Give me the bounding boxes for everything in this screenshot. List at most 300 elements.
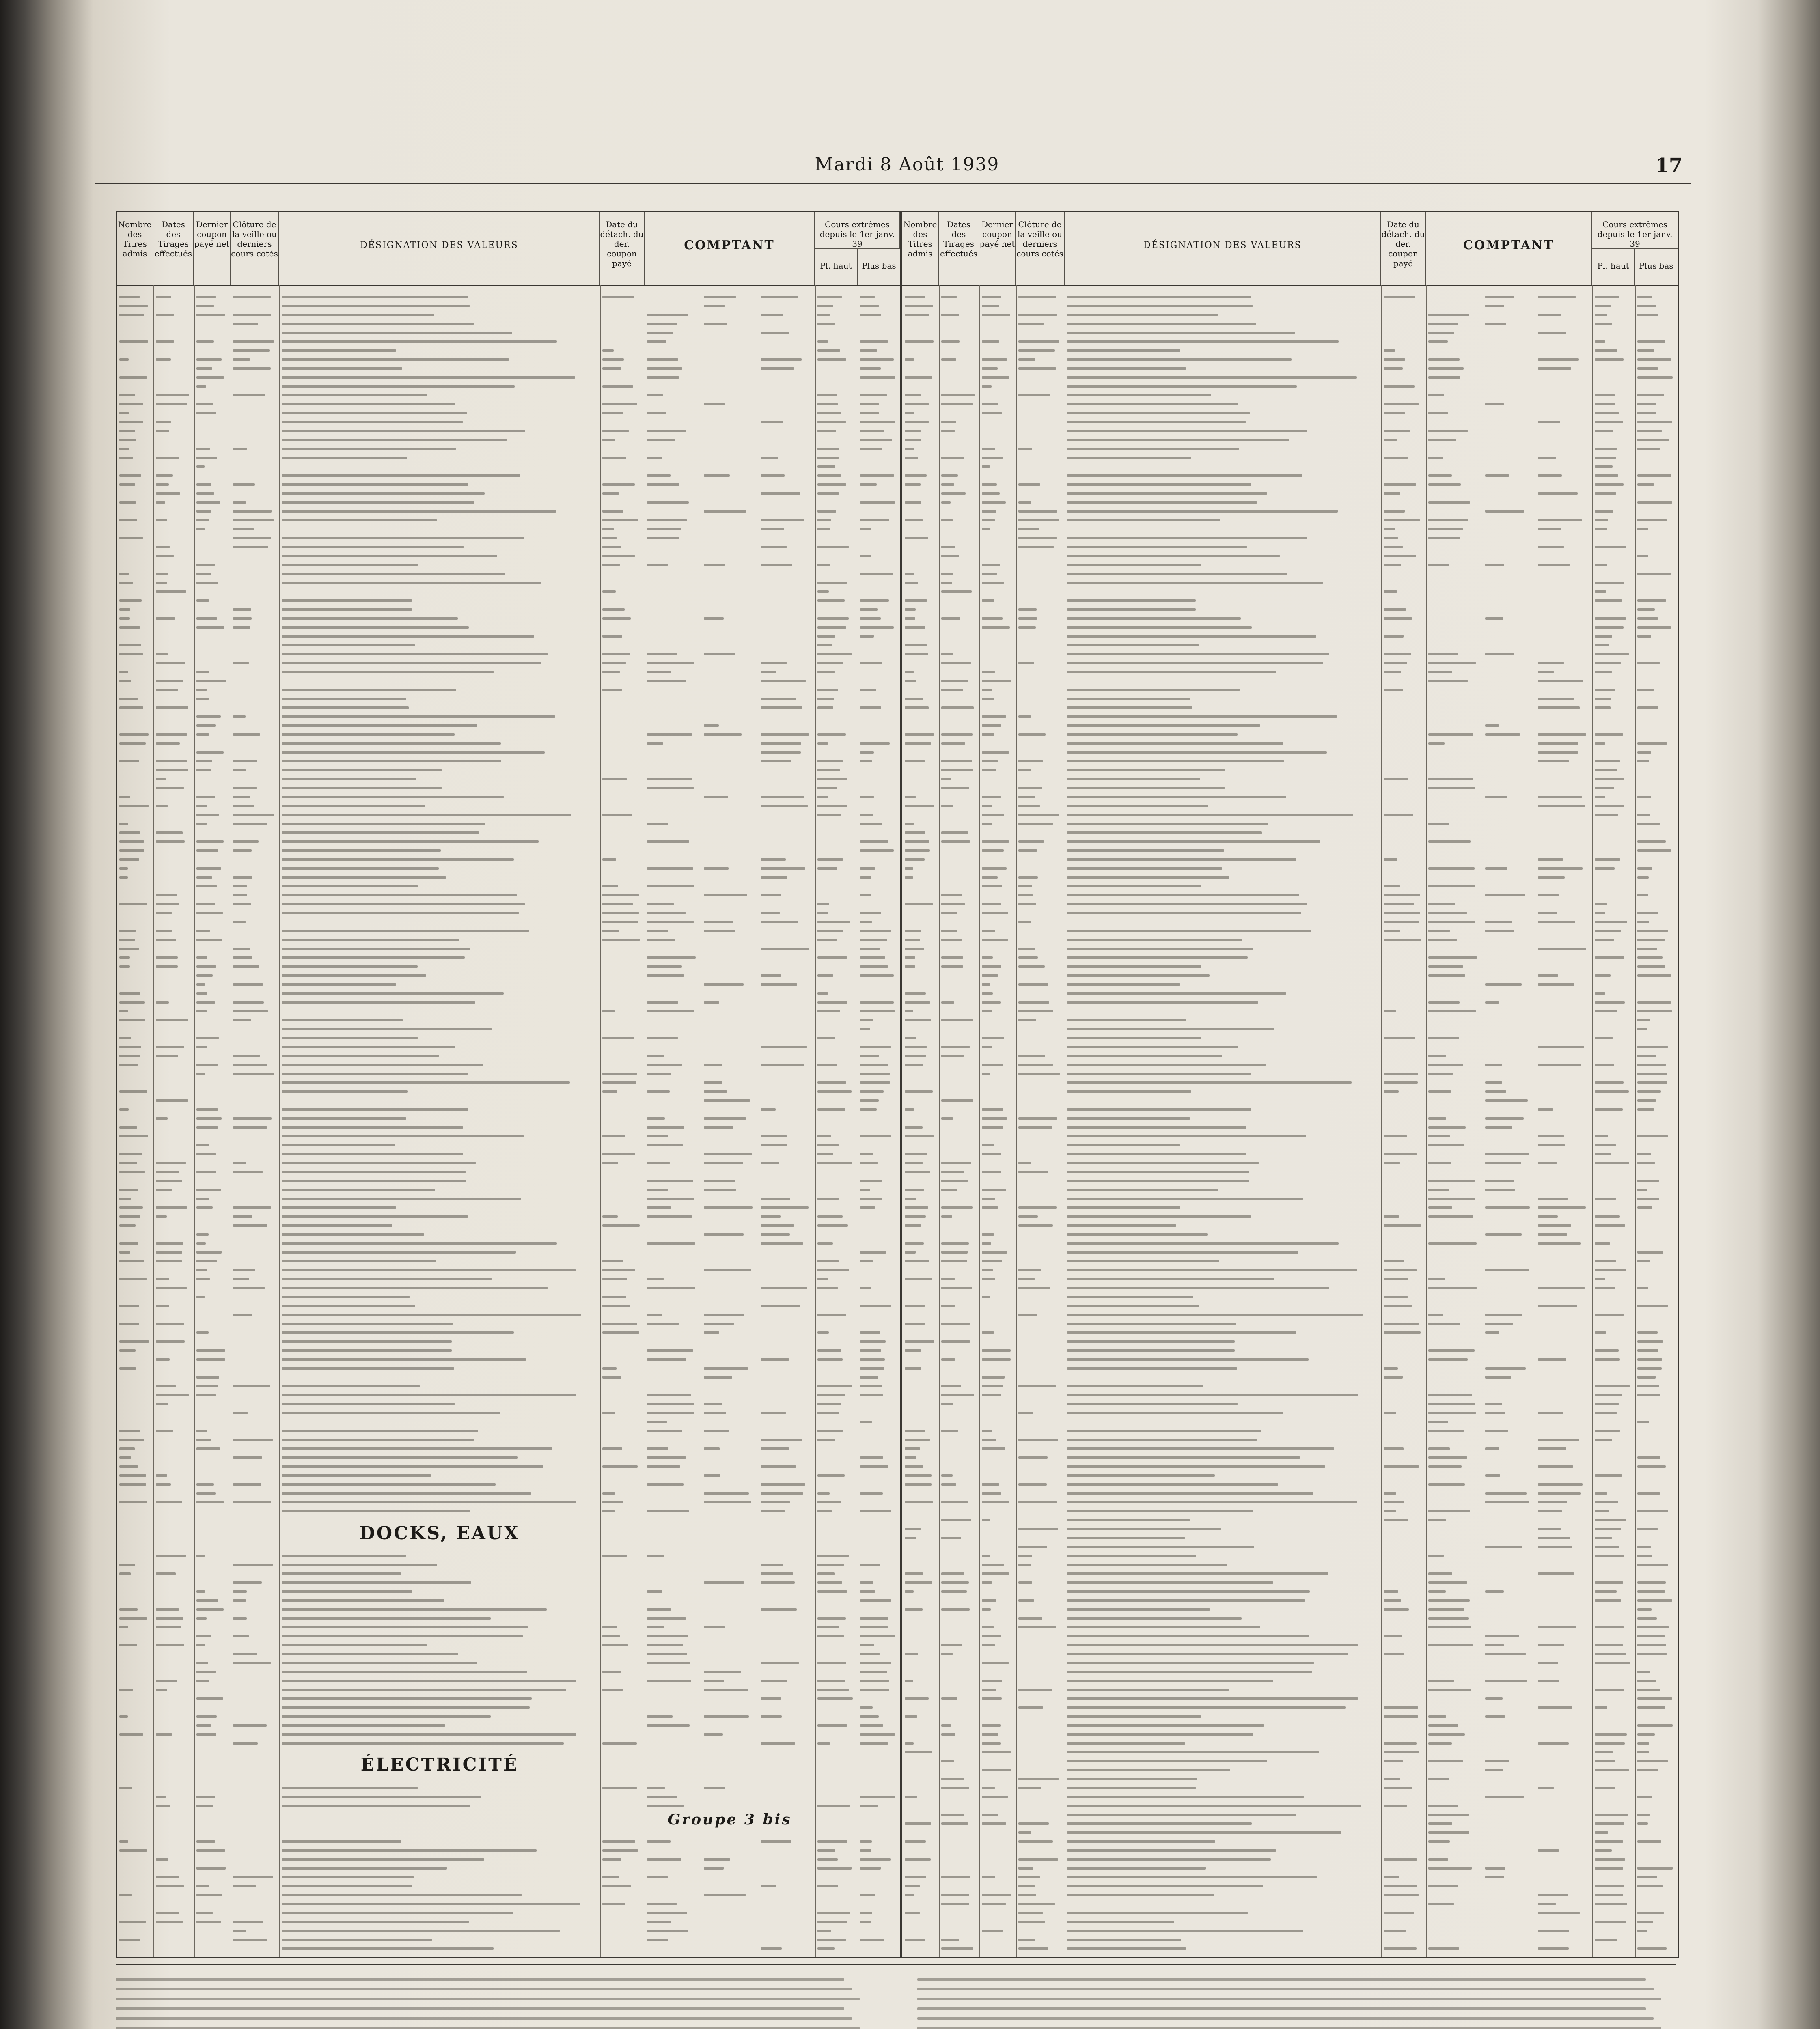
illegible-print-line (1538, 706, 1580, 709)
table-row (902, 793, 1678, 802)
illegible-print-line (1384, 1215, 1399, 1218)
illegible-print-line (1384, 403, 1419, 405)
illegible-print-line (761, 1840, 791, 1843)
illegible-print-line (1538, 1537, 1570, 1539)
illegible-print-line (119, 1644, 137, 1646)
col-header-cours-extremes: Cours extrêmes depuis le 1er janv. 39 (815, 212, 900, 249)
illegible-print-line (233, 805, 254, 807)
illegible-print-line (233, 1635, 249, 1637)
illegible-print-line (119, 1921, 146, 1923)
illegible-print-line (941, 1278, 955, 1280)
col-header-designation: DÉSIGNATION DES VALEURS (1065, 212, 1381, 285)
illegible-print-line (196, 840, 224, 843)
table-row (902, 865, 1678, 874)
illegible-print-line (1637, 1465, 1666, 1468)
illegible-print-line (196, 760, 212, 762)
illegible-print-line (1538, 1680, 1559, 1682)
table-row (117, 1052, 900, 1061)
illegible-print-line (817, 805, 847, 807)
illegible-print-line (1538, 1742, 1569, 1745)
illegible-print-line (1637, 1608, 1652, 1611)
illegible-print-line (196, 751, 224, 754)
illegible-print-line (905, 1251, 916, 1254)
illegible-print-line (119, 1894, 132, 1896)
illegible-print-line (156, 1340, 185, 1343)
illegible-print-line (817, 1474, 845, 1477)
illegible-print-line (196, 564, 215, 566)
illegible-print-line (1067, 1849, 1276, 1852)
illegible-print-line (1595, 1153, 1611, 1155)
illegible-print-line (1538, 1572, 1574, 1575)
illegible-print-line (196, 983, 205, 986)
table-row (902, 1945, 1678, 1954)
illegible-print-line (1428, 1314, 1443, 1316)
illegible-print-line (1595, 689, 1615, 691)
illegible-print-line (1595, 296, 1619, 298)
illegible-print-line (1637, 689, 1654, 691)
illegible-print-line (282, 939, 459, 941)
illegible-print-line (761, 1108, 776, 1111)
illegible-print-line (704, 653, 735, 655)
illegible-print-line (1428, 1626, 1471, 1628)
illegible-print-line (704, 1376, 732, 1379)
table-row (117, 1061, 900, 1070)
illegible-print-line (282, 894, 517, 896)
illegible-print-line (156, 769, 188, 771)
illegible-print-line (282, 501, 474, 504)
illegible-print-line (647, 733, 692, 736)
illegible-print-line (1485, 1447, 1499, 1450)
illegible-print-line (1384, 1260, 1404, 1262)
illegible-print-line (1428, 1555, 1444, 1557)
illegible-print-line (860, 1180, 882, 1182)
illegible-print-line (1384, 546, 1403, 548)
illegible-print-line (704, 1331, 719, 1334)
table-row (117, 606, 900, 615)
table-row (902, 1391, 1678, 1400)
illegible-print-line (905, 1108, 914, 1111)
table-row (117, 579, 900, 588)
illegible-print-line (1428, 1510, 1470, 1512)
table-row (902, 1222, 1678, 1231)
illegible-print-line (817, 510, 836, 513)
table-row (902, 302, 1678, 311)
illegible-print-line (647, 1117, 665, 1120)
illegible-print-line (1018, 296, 1056, 298)
illegible-print-line (982, 1010, 992, 1012)
illegible-print-line (1428, 653, 1458, 655)
illegible-print-line (1428, 1519, 1446, 1521)
illegible-print-line (282, 1412, 500, 1414)
illegible-print-line (1428, 778, 1473, 780)
illegible-print-line (817, 1412, 839, 1414)
illegible-print-line (282, 956, 465, 959)
table-row (117, 1784, 900, 1793)
illegible-print-line (233, 1930, 246, 1932)
illegible-print-line (196, 1206, 213, 1209)
illegible-print-line (1428, 1403, 1475, 1405)
illegible-print-line (905, 1608, 923, 1611)
illegible-print-line (119, 394, 135, 396)
illegible-print-line (982, 1564, 1004, 1566)
illegible-print-line (1637, 930, 1668, 932)
illegible-print-line (1384, 1876, 1399, 1878)
illegible-print-line (982, 1751, 1011, 1753)
table-row (117, 1427, 900, 1436)
illegible-print-line (156, 760, 187, 762)
illegible-print-line (905, 394, 921, 396)
table-row (117, 820, 900, 829)
illegible-print-line (1067, 296, 1251, 298)
illegible-print-line (761, 1510, 785, 1512)
illegible-print-line (1428, 1447, 1450, 1450)
illegible-print-line (982, 1581, 992, 1584)
table-row (902, 1454, 1678, 1463)
table-row (117, 1195, 900, 1204)
illegible-print-line (119, 1206, 143, 1209)
illegible-print-line (119, 1456, 131, 1459)
illegible-print-line (860, 1055, 879, 1057)
illegible-print-line (982, 1037, 1004, 1039)
illegible-print-line (1067, 376, 1357, 379)
illegible-print-line (817, 1215, 843, 1218)
illegible-print-line (860, 956, 885, 959)
illegible-print-line (1067, 1108, 1251, 1111)
table-row (117, 526, 900, 534)
illegible-print-line (817, 1162, 852, 1164)
illegible-print-line (282, 1296, 410, 1298)
illegible-print-line (905, 412, 914, 414)
table-row (902, 1409, 1678, 1418)
illegible-print-line (1428, 1608, 1464, 1611)
illegible-print-line (1067, 1617, 1242, 1620)
illegible-print-line (196, 1894, 222, 1896)
illegible-print-line (1485, 724, 1499, 727)
illegible-print-line (860, 1358, 885, 1361)
illegible-print-line (1067, 510, 1338, 513)
illegible-print-line (119, 1126, 137, 1129)
illegible-print-line (817, 457, 839, 459)
illegible-print-line (1595, 671, 1612, 673)
illegible-print-line (1637, 1626, 1669, 1628)
illegible-print-line (941, 1608, 970, 1611)
table-row (902, 900, 1678, 909)
table-row (117, 713, 900, 722)
illegible-print-line (905, 1876, 926, 1878)
illegible-print-line (1384, 894, 1420, 896)
illegible-print-line (1428, 671, 1452, 673)
illegible-print-line (1384, 1278, 1408, 1280)
illegible-print-line (1067, 314, 1218, 316)
illegible-print-line (761, 296, 798, 298)
illegible-print-line (982, 867, 1007, 870)
illegible-print-line (1595, 1430, 1620, 1432)
table-row (902, 1150, 1678, 1159)
illegible-print-line (1428, 430, 1468, 432)
illegible-print-line (905, 1939, 925, 1941)
illegible-print-line (1067, 1608, 1210, 1611)
illegible-print-line (1428, 1144, 1464, 1146)
illegible-print-line (860, 1912, 872, 1914)
table-row (117, 1302, 900, 1311)
illegible-print-line (905, 1456, 916, 1459)
illegible-print-line (860, 1894, 875, 1896)
illegible-print-line (156, 742, 180, 745)
table-row (117, 302, 900, 311)
illegible-print-line (282, 1608, 547, 1611)
illegible-print-line (941, 930, 957, 932)
illegible-print-line (602, 1305, 630, 1307)
illegible-print-line (156, 501, 165, 504)
illegible-print-line (941, 742, 965, 745)
illegible-print-line (1595, 903, 1607, 905)
table-row (117, 945, 900, 954)
table-row (902, 1400, 1678, 1409)
illegible-print-line (817, 1269, 849, 1271)
illegible-print-line (1485, 1367, 1526, 1370)
illegible-print-line (1018, 1385, 1056, 1387)
illegible-print-line (196, 689, 207, 691)
illegible-print-line (119, 1474, 146, 1477)
illegible-print-line (905, 599, 927, 602)
illegible-print-line (941, 939, 962, 941)
illegible-print-line (196, 1921, 221, 1923)
illegible-print-line (156, 1680, 177, 1682)
illegible-print-line (1637, 403, 1656, 405)
illegible-print-line (982, 1198, 995, 1200)
illegible-print-line (282, 1260, 436, 1262)
illegible-print-line (1067, 403, 1238, 405)
illegible-print-line (1067, 1876, 1317, 1878)
illegible-print-line (233, 358, 250, 361)
illegible-print-line (233, 1385, 270, 1387)
table-row (902, 1516, 1678, 1525)
table-row (902, 320, 1678, 329)
table-row (902, 1936, 1678, 1945)
table-row (117, 659, 900, 668)
illegible-print-line (196, 1126, 218, 1129)
illegible-print-line (1428, 340, 1448, 343)
illegible-print-line (941, 1724, 951, 1727)
illegible-print-line (282, 1474, 431, 1477)
illegible-print-line (1067, 1519, 1190, 1521)
table-row (117, 856, 900, 865)
table-row (902, 1641, 1678, 1650)
illegible-print-line (1067, 1233, 1208, 1236)
table-row (117, 1615, 900, 1624)
illegible-print-line (647, 1064, 682, 1066)
illegible-print-line (982, 751, 1009, 754)
illegible-print-line (905, 742, 931, 745)
illegible-print-line (1637, 1635, 1665, 1637)
illegible-print-line (982, 1073, 990, 1075)
illegible-print-line (119, 903, 147, 905)
illegible-print-line (1067, 1331, 1296, 1334)
illegible-print-line (1067, 805, 1208, 807)
illegible-print-line (941, 1189, 957, 1191)
illegible-print-line (704, 1581, 744, 1584)
illegible-print-line (1637, 555, 1648, 557)
illegible-print-line (1384, 1805, 1407, 1807)
illegible-print-line (817, 706, 833, 709)
table-row (117, 1150, 900, 1159)
table-row (902, 981, 1678, 990)
table-row (902, 650, 1678, 659)
illegible-print-line (647, 1617, 686, 1620)
col-header-cloture: Clôture de la veille ou derniers cours cotés (1016, 212, 1065, 285)
illegible-print-line (647, 1930, 688, 1932)
illegible-print-line (282, 439, 507, 441)
illegible-print-line (1538, 858, 1563, 861)
illegible-print-line (1485, 564, 1504, 566)
illegible-print-line (196, 582, 218, 584)
illegible-print-line (196, 1331, 209, 1334)
table-row (117, 1213, 900, 1222)
illegible-print-line (156, 1403, 168, 1405)
illegible-print-line (817, 1805, 850, 1807)
illegible-print-line (860, 1198, 882, 1200)
illegible-print-line (1067, 653, 1329, 655)
illegible-print-line (119, 421, 143, 423)
illegible-print-line (860, 314, 881, 316)
illegible-print-line (860, 912, 881, 914)
illegible-print-line (1428, 1287, 1477, 1289)
table-row (902, 883, 1678, 892)
illegible-print-line (647, 1858, 681, 1861)
illegible-print-line (941, 956, 963, 959)
illegible-print-line (233, 1921, 263, 1923)
illegible-print-line (233, 787, 257, 789)
illegible-print-line (196, 867, 221, 870)
illegible-print-line (905, 617, 915, 620)
table-row (117, 1454, 900, 1463)
illegible-print-line (1384, 1492, 1396, 1495)
table-row (902, 668, 1678, 677)
illegible-print-line (233, 1073, 274, 1075)
illegible-print-line (1485, 1769, 1503, 1771)
illegible-print-line (982, 1296, 990, 1298)
illegible-print-line (1428, 1117, 1446, 1120)
illegible-print-line (761, 1242, 803, 1245)
illegible-print-line (860, 376, 895, 379)
illegible-print-line (704, 1626, 725, 1628)
illegible-print-line (233, 1439, 273, 1441)
illegible-print-line (982, 617, 1003, 620)
newspaper-page (95, 134, 1691, 2029)
illegible-print-line (233, 349, 270, 352)
illegible-print-line (1538, 1626, 1576, 1628)
illegible-print-line (1428, 1885, 1458, 1887)
illegible-print-line (1018, 787, 1042, 789)
illegible-print-line (1538, 1662, 1558, 1664)
table-row (117, 1597, 900, 1606)
illegible-print-line (196, 358, 222, 361)
illegible-print-line (602, 439, 615, 441)
illegible-print-line (282, 1501, 576, 1503)
illegible-print-line (282, 492, 485, 495)
illegible-print-line (233, 965, 259, 968)
illegible-print-line (982, 805, 992, 807)
illegible-print-line (905, 1153, 927, 1155)
table-row (902, 293, 1678, 302)
illegible-print-line (196, 1233, 209, 1236)
illegible-print-line (233, 876, 252, 879)
illegible-print-line (119, 608, 130, 611)
illegible-print-line (1067, 1073, 1251, 1075)
illegible-print-line (817, 1090, 852, 1093)
illegible-print-line (1018, 483, 1040, 486)
table-row (902, 936, 1678, 945)
illegible-print-line (860, 849, 894, 852)
illegible-print-line (1485, 1269, 1529, 1271)
illegible-print-line (196, 805, 207, 807)
illegible-print-line (1595, 1769, 1629, 1771)
illegible-print-line (1428, 680, 1468, 682)
table-row (117, 624, 900, 633)
illegible-print-line (647, 537, 679, 539)
illegible-print-line (941, 617, 960, 620)
illegible-print-line (119, 1189, 138, 1191)
illegible-print-line (1595, 1108, 1623, 1111)
illegible-print-line (1018, 876, 1038, 879)
illegible-print-line (1067, 1501, 1357, 1503)
illegible-print-line (282, 1483, 496, 1486)
illegible-print-line (860, 1653, 880, 1655)
table-row (902, 1552, 1678, 1561)
illegible-print-line (860, 1349, 881, 1352)
illegible-print-line (282, 510, 556, 513)
illegible-print-line (817, 340, 828, 343)
footnote-line (116, 2007, 844, 2010)
illegible-print-line (982, 769, 996, 771)
illegible-print-line (233, 1278, 249, 1280)
illegible-print-line (860, 1564, 880, 1566)
illegible-print-line (1595, 1198, 1616, 1200)
illegible-print-line (1637, 617, 1658, 620)
illegible-print-line (982, 1046, 992, 1048)
illegible-print-line (817, 1135, 831, 1137)
illegible-print-line (1637, 1028, 1647, 1030)
illegible-print-line (941, 662, 971, 664)
illegible-print-line (1428, 1840, 1450, 1843)
illegible-print-line (1384, 778, 1408, 780)
illegible-print-line (119, 1153, 142, 1155)
illegible-print-line (1428, 1903, 1454, 1905)
illegible-print-line (196, 465, 205, 468)
illegible-print-line (1595, 930, 1621, 932)
table-row (902, 1079, 1678, 1088)
illegible-print-line (647, 1090, 670, 1093)
illegible-print-line (282, 1028, 492, 1030)
illegible-print-line (233, 796, 250, 798)
illegible-print-line (982, 626, 1010, 629)
illegible-print-line (817, 394, 837, 396)
illegible-print-line (602, 510, 623, 513)
illegible-print-line (602, 1296, 626, 1298)
illegible-print-line (1595, 1555, 1624, 1557)
illegible-print-line (1485, 1644, 1504, 1646)
illegible-print-line (196, 1840, 215, 1843)
illegible-print-line (1067, 1447, 1334, 1450)
illegible-print-line (233, 1662, 271, 1664)
illegible-print-line (860, 501, 895, 504)
illegible-print-line (860, 1849, 871, 1852)
illegible-print-line (647, 1724, 690, 1727)
illegible-print-line (905, 305, 933, 307)
illegible-print-line (905, 1001, 930, 1004)
illegible-print-line (704, 1689, 748, 1691)
illegible-print-line (817, 564, 830, 566)
